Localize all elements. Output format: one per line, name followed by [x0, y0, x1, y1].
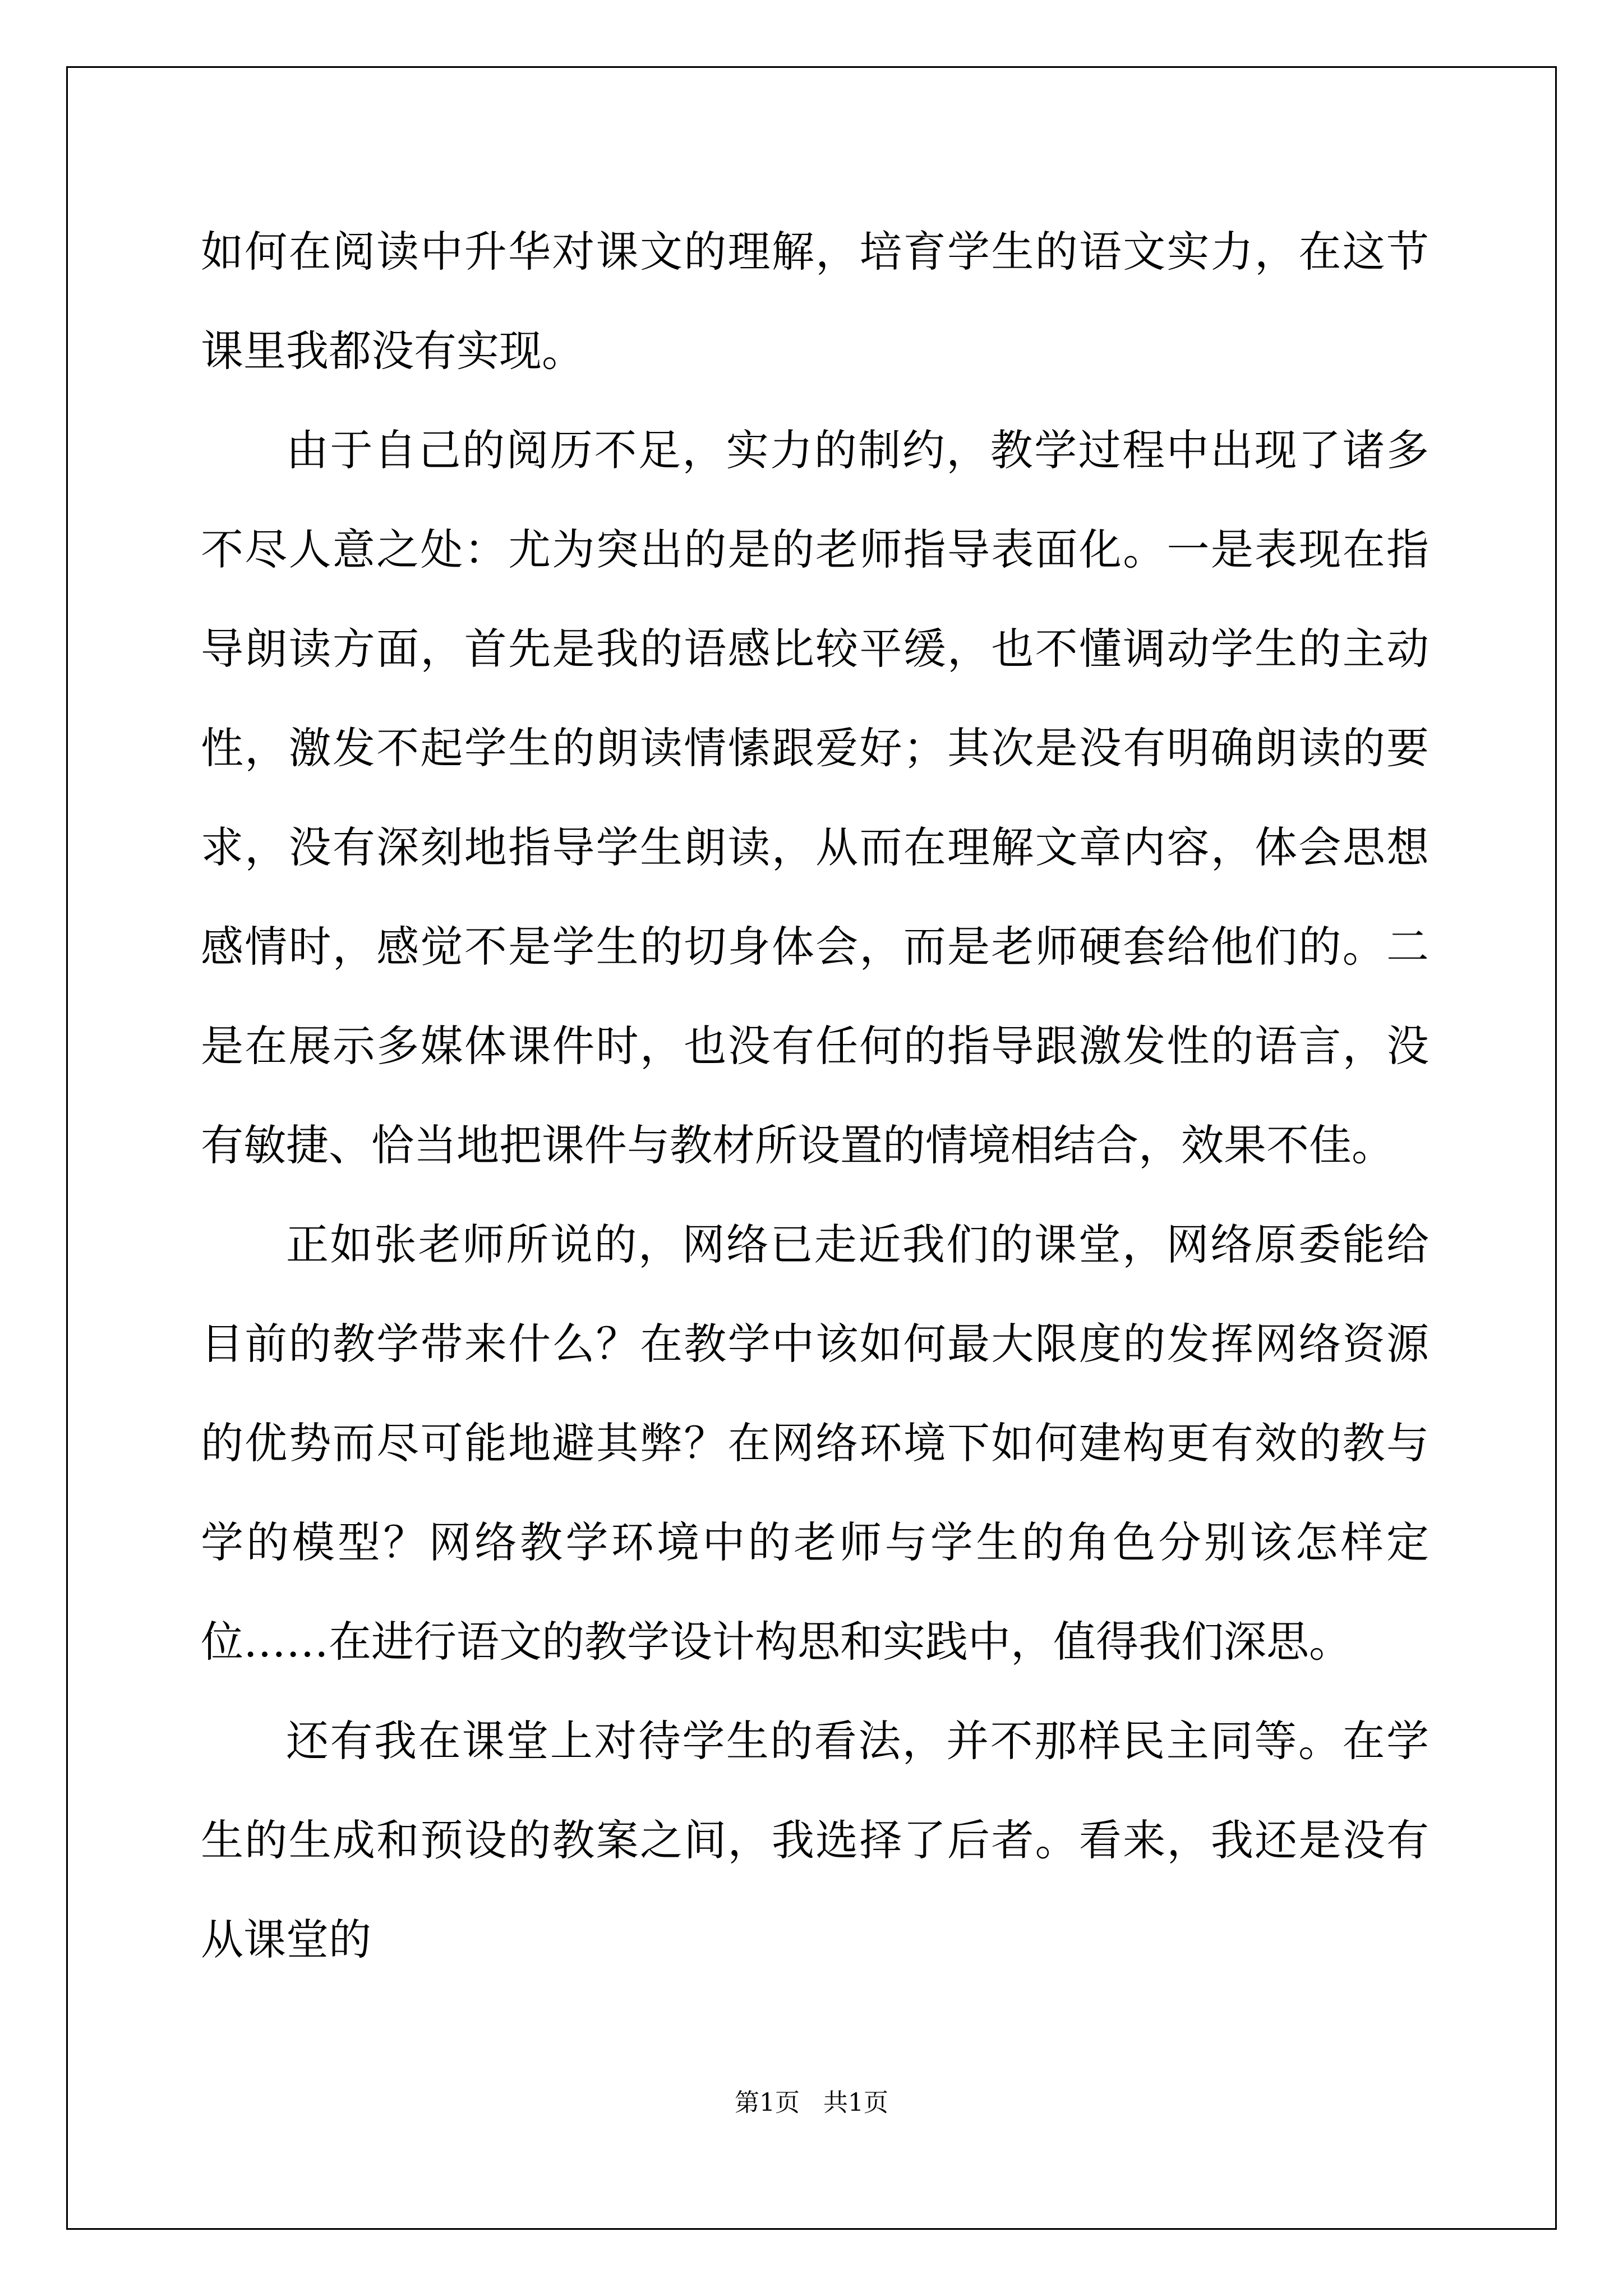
- paragraph-network-classroom: 正如张老师所说的，网络已走近我们的课堂，网络原委能给目前的教学带来什么？在教学中该如何最大限度的发挥网络资源的优势而尽可能地避其弊？在网络环境下如何建构更有效的教与学的模型？网络教学环境中的老师与学生的角色分别该怎样定位……在进行语文的教学设计构思和实践中，值得我们深思。: [201, 1220, 1429, 1667]
- paragraph-teaching-shortcomings: 由于自己的阅历不足，实力的制约，教学过程中出现了诸多不尽人意之处：尤为突出的是的老师指导表面化。一是表现在指导朗读方面，首先是我的语感比较平缓，也不懂调动学生的主动性，激发不起学生的朗读情愫跟爱好；其次是没有明确朗读的要求，没有深刻地指导学生朗读，从而在理解文章内容，体会思想感情时，感觉不是学生的切身体会，而是老师硬套给他们的。二是在展示多媒体课件时，也没有任何的指导跟激发性的语言，没有敏捷、恰当地把课件与教材所设置的情境相结合，效果不佳。: [201, 425, 1429, 1170]
- paragraph-student-attitude: 还有我在课堂上对待学生的看法，并不那样民主同等。在学生的生成和预设的教案之间，我选择了后者。看来，我还是没有从课堂的: [201, 1716, 1429, 1964]
- document-body: [201, 202, 1429, 1989]
- page-number-footer: 第1页 共1页: [735, 2088, 888, 2117]
- paragraph-continuation: 如何在阅读中升华对课文的理解，培育学生的语文实力，在这节课里我都没有实现。: [201, 227, 1429, 376]
